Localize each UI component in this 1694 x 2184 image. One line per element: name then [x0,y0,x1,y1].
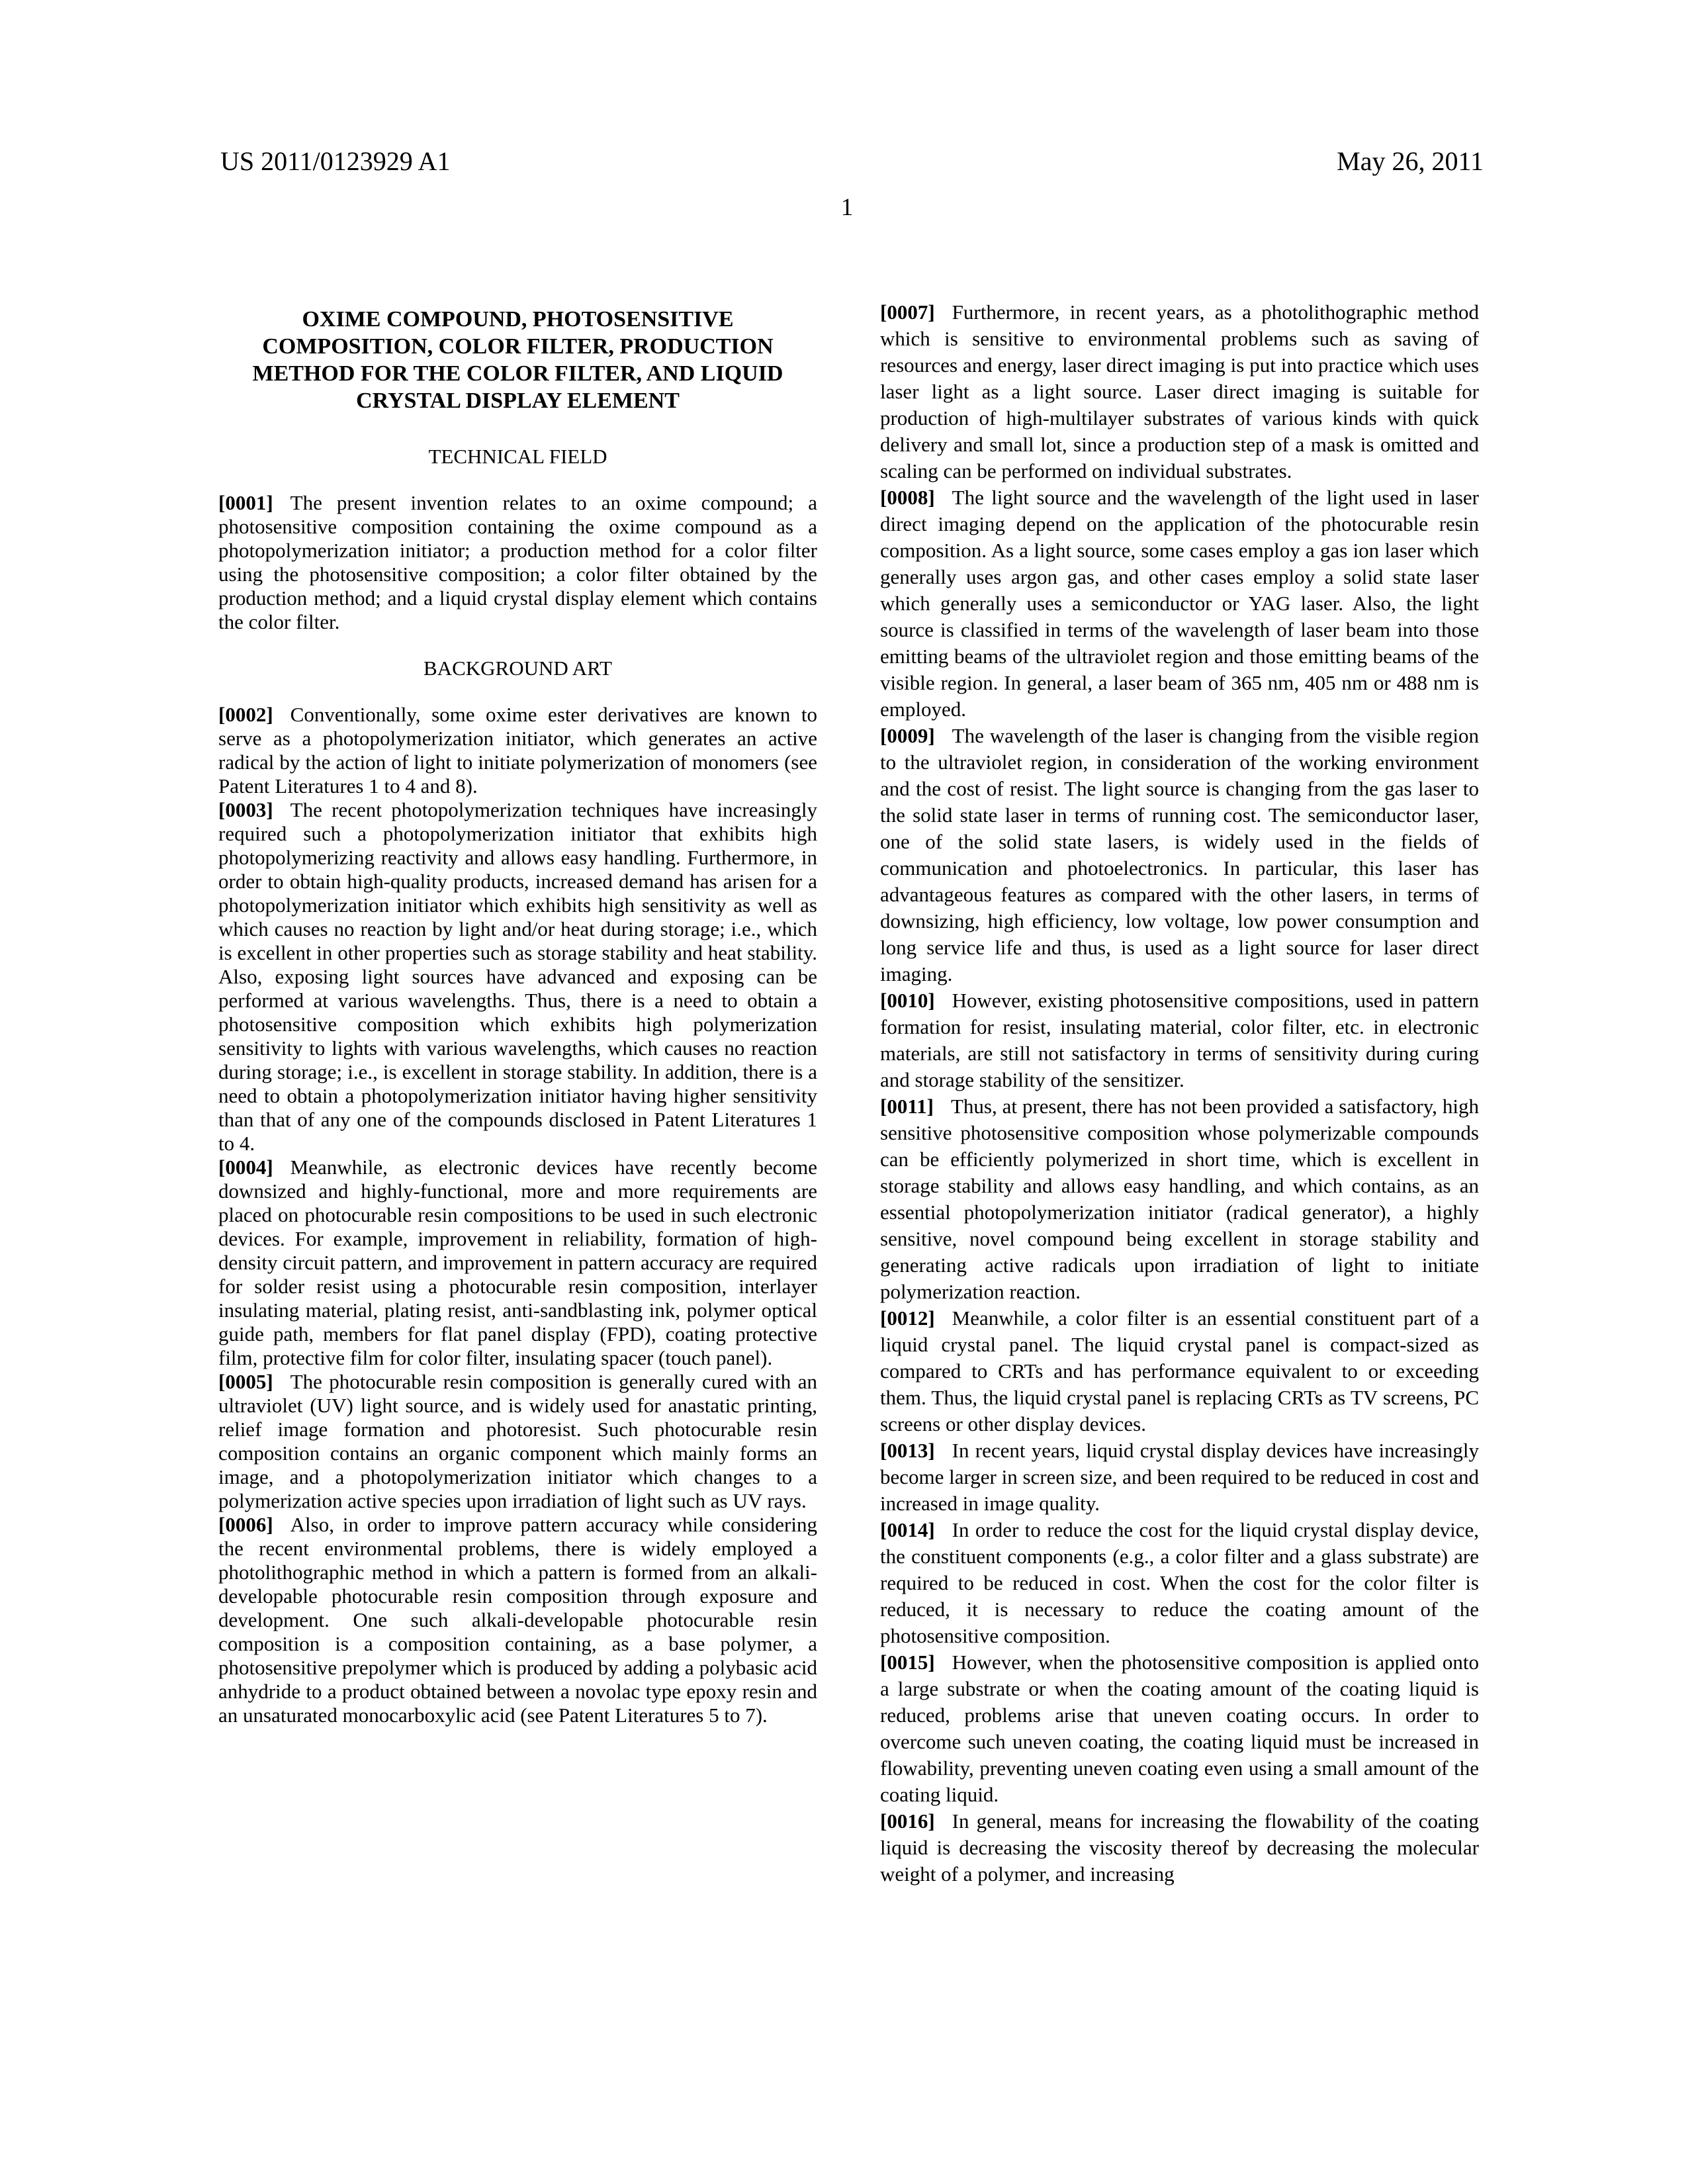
section-heading-technical-field: TECHNICAL FIELD [428,445,607,468]
paragraph-0005-text: The photocurable resin composition is generally cured with an ultraviolet (UV) light source, and is widely used for anastatic printing, relief image formation and photoresist. Such photocurable resin composition contains an organic component which mainly forms an image, and a photopolymerization initiator which changes to a polymerization active species upon irradiation of light such as UV rays. [218,1370,817,1512]
paragraph-0005-tag: [0005] [218,1370,273,1393]
paragraph-0012-text: Meanwhile, a color filter is an essential constituent part of a liquid crystal panel. The liquid crystal panel is compact-sized as compared to CRTs and has performance equivalent to or exceeding them. Thus, the liquid crystal panel is replacing CRTs as TV screens, PC screens or other display devices. [880,1306,1479,1435]
paragraph-0001 [218,491,817,634]
paragraph-0006 [218,1513,817,1727]
paragraph-0015-text: However, when the photosensitive composition is applied onto a large substrate or when the coating amount of the coating liquid is reduced, problems arise that uneven coating occurs. In order to overcome such uneven coating, the coating liquid must be increased in flowability, preventing uneven coating even using a small amount of the coating liquid. [880,1651,1479,1806]
paragraph-0013 [880,1437,1479,1517]
paragraph-0002-text: Conventionally, some oxime ester derivatives are known to serve as a photopolymerization initiator, which generates an active radical by the action of light to initiate polymerization of monomers (see Patent Literatures 1 to 4 and 8). [218,703,817,797]
paragraph-0001-tag: [0001] [218,491,273,514]
paragraph-0016-tag: [0016] [880,1809,935,1833]
left-column [218,306,817,1727]
paragraph-0014-tag: [0014] [880,1518,935,1541]
paragraph-0004-text: Meanwhile, as electronic devices have recently become downsized and highly-functional, more and more requirements are placed on photocurable resin compositions to be used in such electronic devices. For example, improvement in reliability, formation of high-density circuit pattern, and improvement in pattern accuracy are required for solder resist using a photocurable resin composition, interlayer insulating material, plating resist, anti-sandblasting ink, polymer optical guide path, members for flat panel display (FPD), coating protective film, protective film for color filter, insulating spacer (touch panel). [218,1156,817,1369]
paragraph-0004 [218,1156,817,1370]
paragraph-0010 [880,987,1479,1093]
paragraph-0007 [880,299,1479,484]
paragraph-0007-text: Furthermore, in recent years, as a photolithographic method which is sensitive to environmental problems such as saving of resources and energy, laser direct imaging is put into practice which uses laser light as a light source. Laser direct imaging is suitable for production of high-multilayer substrates of various kinds with quick delivery and small lot, since a production step of a mask is omitted and scaling can be performed on individual substrates. [880,300,1479,482]
paragraph-0010-tag: [0010] [880,989,935,1012]
paragraph-0012 [880,1305,1479,1437]
right-column [880,299,1479,1888]
paragraph-0003 [218,798,817,1156]
section-heading-background-art: BACKGROUND ART [424,657,612,680]
paragraph-0008-tag: [0008] [880,486,935,509]
paragraph-0003-tag: [0003] [218,798,273,821]
paragraph-0004-tag: [0004] [218,1156,273,1179]
paragraph-0009-text: The wavelength of the laser is changing from the visible region to the ultraviolet region, in consideration of the working environment and the cost of resist. The light source is changing from the gas laser to the solid state laser in terms of running cost. The semiconductor laser, one of the solid state lasers, is widely used in the fields of communication and photoelectronics. In particular, this laser has advantageous features as compared with the other lasers, in terms of downsizing, high efficiency, low voltage, low power consumption and long service life and thus, is used as a light source for laser direct imaging. [880,724,1479,985]
paragraph-0012-tag: [0012] [880,1306,935,1330]
page-number: 1 [840,194,854,221]
paragraph-0013-text: In recent years, liquid crystal display devices have increasingly become larger in screen size, and been required to be reduced in cost and increased in image quality. [880,1439,1479,1515]
paragraph-0016 [880,1808,1479,1888]
patent-title: OXIME COMPOUND, PHOTOSENSITIVE COMPOSITION, COLOR FILTER, PRODUCTION METHOD FOR THE COLOR FILTER, AND LIQUID CRYSTAL DISPLAY ELEMENT [252,307,783,413]
paragraph-0015 [880,1649,1479,1808]
paragraph-0014 [880,1517,1479,1649]
paragraph-0011 [880,1093,1479,1305]
paragraph-0006-tag: [0006] [218,1513,273,1536]
paragraph-0008 [880,484,1479,723]
paragraph-0002-tag: [0002] [218,703,273,726]
paragraph-0003-text: The recent photopolymerization techniques have increasingly required such a photopolymerization initiator that exhibits high photopolymerizing reactivity and allows easy handling. Furthermore, in order to obtain high-quality products, increased demand has arisen for a photopolymerization initiator which exhibits high sensitivity as well as which causes no reaction by light and/or heat during storage; i.e., which is excellent in other properties such as storage stability and heat stability. Also, exposing light sources have advanced and exposing can be performed at various wavelengths. Thus, there is a need to obtain a photosensitive composition which exhibits high polymerization sensitivity to lights with various wavelengths, which causes no reaction during storage; i.e., is excellent in storage stability. In addition, there is a need to obtain a photopolymerization initiator having higher sensitivity than that of any one of the compounds disclosed in Patent Literatures 1 to 4. [218,798,817,1155]
paragraph-0015-tag: [0015] [880,1651,935,1674]
paragraph-0011-tag: [0011] [880,1095,934,1118]
paragraph-0013-tag: [0013] [880,1439,935,1462]
patent-number: US 2011/0123929 A1 [220,146,451,176]
paragraph-0008-text: The light source and the wavelength of the light used in laser direct imaging depend on the application of the photocurable resin composition. As a light source, some cases employ a gas ion laser which generally uses argon gas, and other cases employ a solid state laser which generally uses a semiconductor or YAG laser. Also, the light source is classified in terms of the wavelength of laser beam into those emitting beams of the ultraviolet region and those emitting beams of the visible region. In general, a laser beam of 365 nm, 405 nm or 488 nm is employed. [880,486,1479,721]
paragraph-0007-tag: [0007] [880,300,935,324]
paragraph-0006-text: Also, in order to improve pattern accuracy while considering the recent environmental problems, there is widely employed a photolithographic method in which a pattern is formed from an alkali-developable photocurable resin composition through exposure and development. One such alkali-developable photocurable resin composition is a composition containing, as a base polymer, a photosensitive prepolymer which is produced by adding a polybasic acid anhydride to a product obtained between a novolac type epoxy resin and an unsaturated monocarboxylic acid (see Patent Literatures 5 to 7). [218,1513,817,1727]
publication-date: May 26, 2011 [1337,146,1484,176]
paragraph-0002 [218,703,817,798]
paragraph-0005 [218,1370,817,1513]
paragraph-0010-text: However, existing photosensitive compositions, used in pattern formation for resist, insulating material, color filter, etc. in electronic materials, are still not satisfactory in terms of sensitivity during curing and storage stability of the sensitizer. [880,989,1479,1091]
paragraph-0009 [880,723,1479,987]
paragraph-0009-tag: [0009] [880,724,935,747]
paragraph-0011-text: Thus, at present, there has not been provided a satisfactory, high sensitive photosensitive composition whose polymerizable compounds can be efficiently polymerized in short time, which is excellent in storage stability and allows easy handling, and which contains, as an essential photopolymerization initiator (radical generator), a highly sensitive, novel compound being excellent in storage stability and generating active radicals upon irradiation of light to initiate polymerization reaction. [880,1095,1479,1303]
paragraph-0014-text: In order to reduce the cost for the liquid crystal display device, the constituent components (e.g., a color filter and a glass substrate) are required to be reduced in cost. When the cost for the color filter is reduced, it is necessary to reduce the coating amount of the photosensitive composition. [880,1518,1479,1647]
paragraph-0016-text: In general, means for increasing the flowability of the coating liquid is decreasing the viscosity thereof by decreasing the molecular weight of a polymer, and increasing [880,1809,1479,1886]
paragraph-0001-text: The present invention relates to an oxime compound; a photosensitive composition containing the oxime compound as a photopolymerization initiator; a production method for a color filter using the photosensitive composition; a color filter obtained by the production method; and a liquid crystal display element which contains the color filter. [218,491,817,633]
